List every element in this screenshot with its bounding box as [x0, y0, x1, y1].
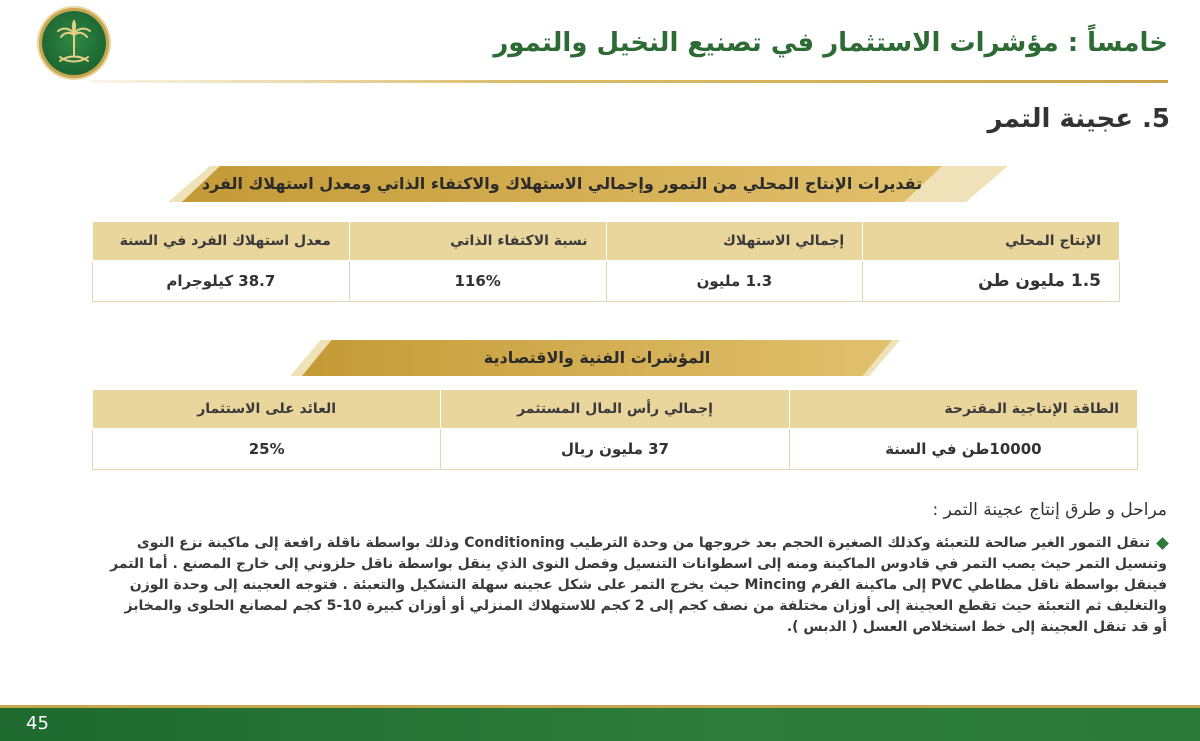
steps-text: تنقل التمور الغير صالحة للتعبئة وكذلك الصغيرة الحجم بعد خروجها من وحدة الترطيب Conditioning وذلك بواسطة ناقلة رافعة إلى ماكينة نزع النوى وتنسيل التمر حيث يصب التمر في قادوس الماكينة ومنه إلى اسطوانات التنسيل وفصل النوى الذي ينقل بواسطة ناقل حلزوني إلى خارج المصنع . أما التمر فينقل بواسطة ناقل مطاطي PVC إلى ماكينة الفرم Mincing حيث يخرج التمر على شكل عجينه سهلة التشكيل والتعبئة . فتوجه العجينه إلى وحدة الوزن والتغليف ثم التعبئة حيث تقطع العجينة إلى أوزان مختلفة من نصف كجم إلى 2 كجم للاستهلاك المنزلي أو أوزان كبيرة 10-5 كجم لمصانع الحلوى والمخابز أو قد تنقل العجينة إلى خط استخلاص العسل ( الدبس ). — [110, 535, 1167, 635]
value-per-capita: 38.7 كيلوجرام — [93, 261, 350, 302]
header-per-capita: معدل استهلاك الفرد في السنة — [93, 222, 350, 261]
production-table — [92, 221, 1120, 302]
value-self-sufficiency: 116% — [349, 261, 606, 302]
diamond-bullet-icon — [1156, 537, 1169, 550]
footer-bar — [0, 708, 1200, 741]
value-local-production: 1.5 مليون طن — [863, 261, 1120, 302]
indicators-table — [92, 389, 1138, 470]
section-title: 5. عجينة التمر — [987, 104, 1170, 134]
table-header-row — [93, 222, 1120, 261]
steps-paragraph — [107, 533, 1167, 638]
header-local-production: الإنتاج المحلي — [863, 222, 1120, 261]
page-number: 45 — [26, 713, 49, 734]
header-self-sufficiency: نسبة الاكتفاء الذاتي — [349, 222, 606, 261]
header-total-consumption: إجمالي الاستهلاك — [606, 222, 863, 261]
table-row — [93, 429, 1138, 470]
table-header-row — [93, 390, 1138, 429]
ministry-logo-icon — [42, 11, 106, 75]
value-capital: 37 مليون ريال — [441, 429, 789, 470]
steps-heading: مراحل و طرق إنتاج عجينة التمر : — [932, 500, 1167, 520]
header-capital: إجمالي رأس المال المستثمر — [441, 390, 789, 429]
value-capacity: 10000طن في السنة — [789, 429, 1137, 470]
table-row — [93, 261, 1120, 302]
value-roi: 25% — [93, 429, 441, 470]
page-title: خامساً : مؤشرات الاستثمار في تصنيع النخيل والتمور — [493, 28, 1168, 58]
header-divider — [90, 80, 1168, 83]
indicators-banner-text: المؤشرات الفنية والاقتصادية — [483, 348, 711, 367]
header-roi: العائد على الاستثمار — [93, 390, 441, 429]
production-banner-text: تقديرات الإنتاج المحلي من التمور وإجمالي الاستهلاك والاكتفاء الذاتي ومعدل استهلاك الفرد — [201, 174, 923, 193]
value-total-consumption: 1.3 مليون — [606, 261, 863, 302]
header-capacity: الطاقة الإنتاجية المقترحة — [789, 390, 1137, 429]
